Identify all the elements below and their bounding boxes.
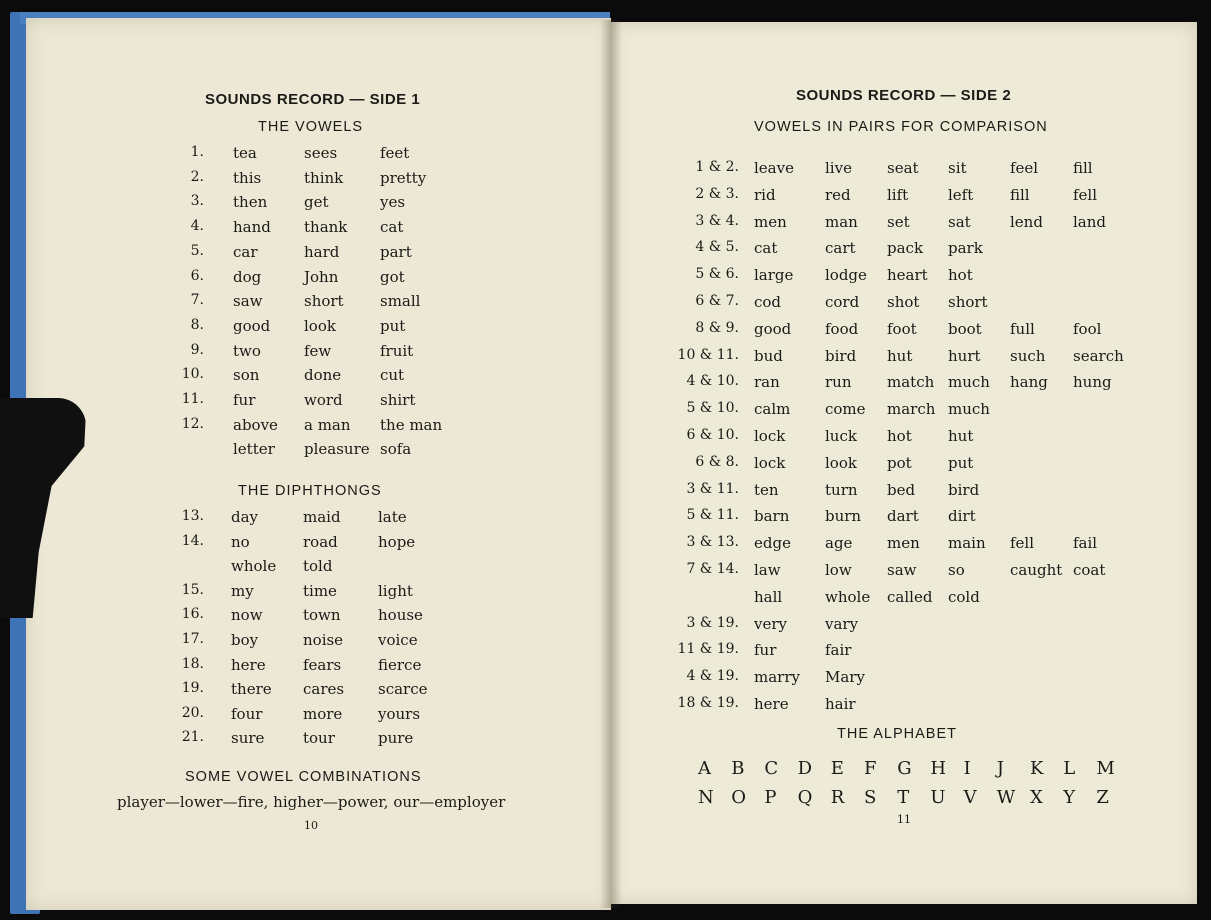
word-cell: here (231, 655, 266, 674)
alphabet-letter: O (731, 787, 746, 808)
word-cell: edge (754, 534, 791, 553)
row-number: 2. (190, 168, 204, 185)
alphabet-heading: THE ALPHABET (837, 726, 957, 742)
row-number: 13. (181, 508, 204, 524)
word-cell: light (378, 581, 413, 600)
row-number: 20. (181, 704, 204, 721)
word-cell: feel (1010, 159, 1039, 177)
word-cell: ten (754, 480, 779, 499)
word-cell: saw (887, 561, 917, 579)
word-cell: boy (231, 631, 259, 649)
word-cell: cut (380, 366, 405, 385)
word-cell: son (233, 366, 260, 385)
word-cell: rid (754, 185, 776, 204)
word-cell: pack (887, 239, 924, 258)
alphabet-letter: A (698, 758, 711, 779)
alphabet-letter: L (1063, 758, 1076, 779)
word-cell: shot (887, 293, 920, 311)
word-cell: fierce (378, 655, 422, 674)
word-cell: match (887, 373, 935, 392)
row-number: 3 & 11. (686, 480, 739, 497)
word-cell: pretty (380, 168, 427, 187)
word-cell: saw (233, 292, 263, 311)
right-page (611, 22, 1197, 904)
row-number: 19. (181, 680, 204, 697)
alphabet-letter: H (930, 758, 947, 779)
word-cell: fruit (380, 341, 414, 360)
word-cell: bird (825, 346, 857, 365)
word-cell: told (303, 557, 333, 576)
word-cell: then (233, 193, 268, 212)
word-cell: coat (1073, 561, 1106, 579)
alphabet-letter: F (864, 758, 877, 779)
book-gutter (600, 20, 622, 908)
word-cell: lend (1010, 212, 1043, 231)
word-cell: caught (1010, 561, 1063, 579)
word-cell: good (233, 316, 271, 335)
word-cell: red (825, 185, 851, 204)
word-cell: much (948, 373, 990, 392)
alphabet-letter: D (797, 758, 813, 779)
word-cell: hung (1073, 373, 1112, 392)
word-cell: feet (380, 144, 410, 162)
row-number: 5 & 11. (686, 507, 739, 524)
alphabet-letter: W (996, 787, 1016, 808)
word-cell: foot (887, 319, 917, 338)
page-number-right: 11 (897, 813, 911, 826)
row-number: 3 & 13. (686, 534, 739, 551)
word-cell: letter (233, 440, 275, 459)
row-number: 21. (181, 729, 204, 746)
row-number: 7 & 14. (686, 561, 739, 577)
word-cell: sat (948, 212, 971, 231)
word-cell: sees (304, 144, 338, 162)
row-number: 6. (190, 267, 204, 284)
alphabet-letter: M (1096, 758, 1115, 779)
word-cell: lock (754, 453, 786, 472)
word-cell: hall (754, 587, 783, 606)
word-cell: here (754, 695, 789, 713)
alphabet-letter: S (864, 787, 877, 808)
alphabet-letter: K (1030, 758, 1044, 779)
word-cell: called (887, 587, 933, 606)
row-number: 4. (190, 218, 204, 235)
alphabet-letter: T (897, 787, 910, 808)
word-cell: so (948, 561, 965, 579)
row-number: 16. (181, 606, 204, 623)
word-cell: hot (887, 427, 912, 445)
word-cell: shirt (380, 391, 416, 409)
word-cell: bird (948, 480, 980, 499)
alphabet-letter: U (930, 787, 946, 808)
row-number: 11. (181, 391, 204, 407)
word-cell: hut (887, 346, 913, 365)
word-cell: hot (948, 266, 973, 285)
word-cell: this (233, 168, 262, 187)
row-number: 17. (181, 631, 204, 647)
word-cell: tea (233, 144, 257, 162)
word-cell: march (887, 400, 936, 419)
alphabet-letter: Z (1096, 787, 1109, 808)
word-cell: park (948, 239, 983, 258)
word-cell: there (231, 680, 272, 699)
word-cell: cares (303, 680, 345, 699)
word-cell: calm (754, 400, 791, 419)
word-cell: very (754, 614, 787, 633)
word-cell: seat (887, 159, 919, 177)
page-number-left: 10 (304, 819, 318, 832)
word-cell: the man (380, 415, 443, 434)
word-cell: think (304, 168, 344, 187)
word-cell: fill (1073, 159, 1093, 177)
word-cell: fears (303, 655, 342, 674)
word-cell: hard (304, 242, 340, 261)
alphabet-letter: I (963, 758, 971, 779)
word-cell: fail (1073, 534, 1098, 553)
word-cell: pure (378, 729, 414, 748)
word-cell: come (825, 400, 866, 419)
word-cell: put (948, 453, 974, 472)
row-number: 1. (190, 144, 204, 160)
word-cell: day (231, 508, 259, 526)
row-number: 7. (190, 292, 204, 309)
word-cell: fill (1010, 185, 1030, 204)
word-cell: lift (887, 185, 909, 204)
alphabet-letter: X (1030, 787, 1043, 808)
word-cell: heart (887, 266, 928, 285)
left-page (26, 18, 611, 910)
word-cell: Mary (825, 668, 865, 687)
word-cell: sofa (380, 440, 412, 459)
word-cell: good (754, 319, 792, 338)
word-cell: men (887, 534, 920, 553)
word-cell: pleasure (304, 440, 370, 459)
word-cell: now (231, 606, 263, 625)
word-cell: look (304, 316, 336, 335)
word-cell: fur (233, 391, 256, 409)
word-cell: fur (754, 641, 777, 660)
row-number: 18 & 19. (677, 695, 739, 711)
word-cell: food (825, 319, 859, 338)
word-cell: ran (754, 373, 780, 392)
alphabet-letter: R (830, 787, 845, 808)
word-cell: leave (754, 159, 794, 177)
combinations-text: player—lower—fire, higher—power, our—employer (117, 793, 506, 811)
word-cell: set (887, 212, 910, 231)
word-cell: full (1010, 319, 1035, 338)
word-cell: hand (233, 218, 271, 237)
word-cell: put (380, 316, 406, 335)
alphabet-letter: B (731, 758, 745, 779)
word-cell: lock (754, 427, 786, 445)
row-number: 5 & 6. (695, 266, 739, 283)
word-cell: run (825, 373, 852, 392)
alphabet-letter: J (996, 758, 1005, 779)
word-cell: turn (825, 480, 858, 499)
row-number: 3 & 19. (686, 614, 739, 631)
word-cell: fair (825, 641, 852, 660)
word-cell: two (233, 341, 261, 360)
word-cell: late (378, 508, 407, 526)
row-number: 12. (181, 415, 204, 432)
word-cell: search (1073, 346, 1124, 365)
word-cell: cat (380, 218, 404, 237)
word-cell: four (231, 704, 263, 723)
word-cell: fool (1073, 319, 1102, 338)
word-cell: above (233, 415, 278, 434)
word-cell: land (1073, 212, 1107, 231)
row-number: 18. (181, 655, 204, 672)
word-cell: age (825, 534, 853, 553)
word-cell: marry (754, 668, 800, 687)
word-cell: much (948, 400, 990, 419)
word-cell: John (304, 267, 339, 286)
alphabet-letter: G (897, 758, 912, 779)
alphabet-letter: Y (1063, 787, 1076, 808)
word-cell: small (380, 292, 421, 311)
word-cell: more (303, 704, 343, 723)
row-number: 10 & 11. (677, 346, 739, 363)
diphthongs-heading: THE DIPHTHONGS (238, 483, 382, 499)
word-cell: road (303, 532, 338, 551)
word-cell: word (304, 391, 343, 409)
word-cell: tour (303, 729, 335, 748)
row-number: 6 & 8. (695, 453, 739, 470)
word-cell: noise (303, 631, 344, 649)
word-cell: boot (948, 319, 982, 338)
word-cell: get (304, 193, 329, 212)
word-cell: luck (825, 427, 857, 445)
row-number: 5. (190, 242, 204, 259)
word-cell: sit (948, 159, 967, 177)
word-cell: thank (304, 218, 348, 237)
word-cell: town (303, 606, 341, 625)
row-number: 15. (181, 581, 204, 598)
row-number: 8. (190, 316, 204, 333)
word-cell: scarce (378, 680, 428, 699)
word-cell: fell (1073, 185, 1098, 204)
word-cell: burn (825, 507, 862, 526)
row-number: 8 & 9. (695, 319, 739, 336)
word-cell: cold (948, 587, 980, 606)
row-number: 1 & 2. (695, 159, 739, 175)
alphabet-letter: V (963, 787, 977, 808)
pairs-subtitle: VOWELS IN PAIRS FOR COMPARISON (754, 119, 1048, 135)
row-number: 6 & 10. (686, 427, 739, 443)
row-number: 10. (181, 366, 204, 383)
word-cell: hope (378, 532, 416, 551)
word-cell: few (304, 341, 332, 360)
row-number: 14. (181, 532, 204, 549)
word-cell: dog (233, 267, 262, 286)
alphabet-letter: C (764, 758, 779, 779)
word-cell: such (1010, 346, 1046, 365)
word-cell: bed (887, 480, 916, 499)
word-cell: barn (754, 507, 790, 526)
word-cell: maid (303, 508, 341, 526)
word-cell: yes (380, 193, 406, 212)
word-cell: yours (378, 704, 421, 723)
row-number: 4 & 5. (695, 239, 739, 256)
alphabet-letter: P (764, 787, 777, 808)
word-cell: live (825, 159, 852, 177)
word-cell: got (380, 267, 405, 286)
word-cell: hang (1010, 373, 1048, 392)
word-cell: time (303, 581, 337, 600)
word-cell: left (948, 185, 974, 204)
word-cell: no (231, 532, 250, 551)
word-cell: short (948, 293, 988, 311)
word-cell: hut (948, 427, 974, 445)
word-cell: vary (825, 614, 859, 633)
word-cell: dirt (948, 507, 976, 526)
word-cell: lodge (825, 266, 867, 285)
word-cell: dart (887, 507, 919, 526)
row-number: 3. (190, 193, 204, 210)
word-cell: whole (231, 557, 277, 576)
alphabet-letter: Q (797, 787, 813, 808)
word-cell: hurt (948, 346, 981, 365)
word-cell: done (304, 366, 342, 385)
row-number: 11 & 19. (677, 641, 739, 658)
word-cell: pot (887, 453, 912, 472)
word-cell: car (233, 242, 258, 261)
word-cell: whole (825, 587, 871, 606)
combinations-heading: SOME VOWEL COMBINATIONS (185, 769, 422, 785)
word-cell: men (754, 212, 787, 231)
word-cell: cart (825, 239, 856, 258)
word-cell: hair (825, 695, 856, 713)
row-number: 4 & 19. (686, 668, 739, 685)
left-page-title: SOUNDS RECORD — SIDE 1 (205, 91, 421, 108)
word-cell: bud (754, 346, 783, 365)
word-cell: voice (378, 631, 418, 649)
word-cell: look (825, 453, 857, 472)
word-cell: cod (754, 293, 782, 311)
right-page-title: SOUNDS RECORD — SIDE 2 (796, 87, 1012, 104)
row-number: 4 & 10. (686, 373, 739, 390)
word-cell: a man (304, 415, 351, 434)
word-cell: law (754, 561, 781, 579)
word-cell: fell (1010, 534, 1035, 553)
word-cell: cord (825, 293, 860, 311)
row-number: 6 & 7. (695, 293, 739, 309)
word-cell: man (825, 212, 858, 231)
row-number: 3 & 4. (695, 212, 739, 229)
alphabet-letter: N (698, 787, 714, 808)
alphabet-letter: E (830, 758, 844, 779)
row-number: 2 & 3. (695, 185, 739, 202)
row-number: 9. (190, 341, 204, 358)
word-cell: part (380, 242, 412, 261)
word-cell: main (948, 534, 986, 553)
word-cell: short (304, 292, 344, 311)
vowels-heading: THE VOWELS (258, 119, 364, 135)
word-cell: sure (231, 729, 265, 748)
word-cell: cat (754, 239, 778, 258)
word-cell: my (231, 581, 254, 600)
word-cell: large (754, 266, 794, 285)
row-number: 5 & 10. (686, 400, 739, 417)
word-cell: house (378, 606, 423, 625)
word-cell: low (825, 561, 852, 579)
